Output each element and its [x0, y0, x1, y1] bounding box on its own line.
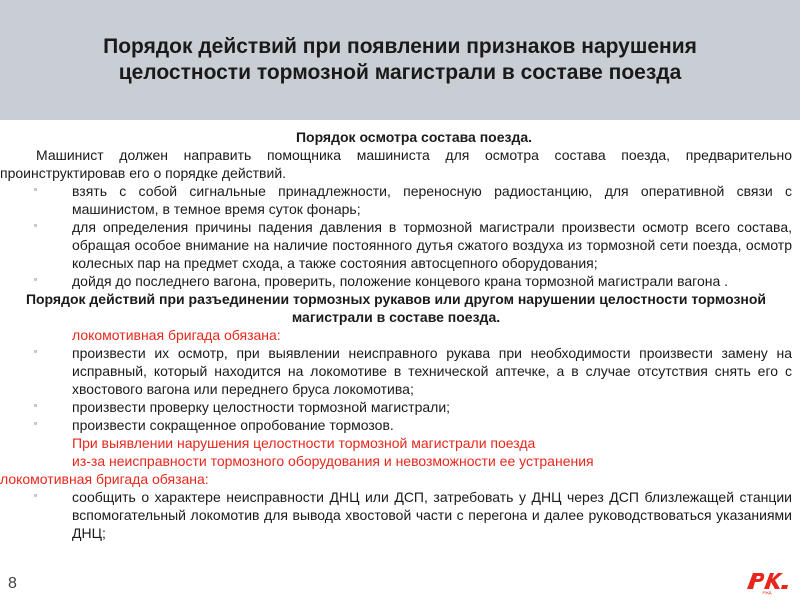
bullet-icon — [34, 224, 37, 227]
list-item — [36, 182, 792, 218]
red-note-indent: из-за неисправности тормозного оборудования и невозможности ее устранения — [72, 453, 594, 469]
bullet-icon — [34, 422, 37, 425]
list-item — [36, 344, 792, 398]
list-item-text: произвести проверку целостности тормозной магистрали; — [72, 399, 451, 415]
bullet-icon — [34, 404, 37, 407]
section1-intro: Машинист должен направить помощника машиниста для осмотра состава поезда, предварительно проинструктировав его о порядке действий. — [0, 147, 792, 181]
list-item — [36, 398, 792, 416]
list-item — [36, 218, 792, 272]
red-note-line-1: При выявлении нарушения целостности тормозной магистрали поезда — [72, 435, 536, 451]
list-item-text: для определения причины падения давления в тормозной магистрали произвести осмотр всего состава, обращая особое внимание на наличие постоянного дутья сжатого воздуха из тормозной сети поезда, осмотр колесных пар на предмет схода, а также состояния автосцепного оборудования; — [72, 219, 792, 271]
list-item — [36, 488, 792, 542]
slide-title — [20, 34, 780, 86]
crew-obliged-label: локомотивная бригада обязана: — [72, 327, 281, 343]
list-item — [36, 416, 792, 434]
red-note-rest: локомотивная бригада обязана: — [0, 471, 209, 487]
bullet-icon — [34, 494, 37, 497]
title-line-2: целостности тормозной магистрали в составе поезда — [118, 61, 682, 84]
section2-heading: Порядок действий при разъединении тормозных рукавов или другом нарушении целостности тормозной магистрали в составе поезда. — [25, 291, 767, 325]
section1-heading: Порядок осмотра состава поезда. — [295, 129, 533, 145]
bullet-icon — [34, 278, 37, 281]
rzd-logo-icon — [744, 567, 790, 595]
title-line-1: Порядок действий при появлении признаков нарушения — [103, 35, 697, 58]
list-item-text: произвести сокращенное опробование тормозов. — [72, 417, 394, 433]
red-note-line-2 — [0, 452, 792, 488]
page-number: 8 — [8, 575, 17, 592]
bullet-icon — [34, 350, 37, 353]
logo-text: РЖД — [762, 590, 772, 595]
slide-content — [0, 128, 792, 542]
list-item-text: сообщить о характере неисправности ДНЦ или ДСП, затребовать у ДНЦ через ДСП близлежащей станции вспомогательный локомотив для вывода хвостовой части с перегона и далее руководствоваться указаниями ДНЦ; — [72, 489, 792, 541]
list-item-text: взять с собой сигнальные принадлежности, переносную радиостанцию, для оперативной связи с машинистом, в темное время суток фонарь; — [72, 183, 792, 217]
list-item-text: дойдя до последнего вагона, проверить, положение концевого крана тормозной магистрали вагона . — [72, 273, 729, 289]
slide-header — [0, 0, 800, 120]
bullet-icon — [34, 188, 37, 191]
list-item-text: произвести их осмотр, при выявлении неисправного рукава при необходимости произвести замену на исправный, который находится на локомотиве в технической аптечке, а в случае отсутствия снять его с хвостового вагона или переднего бруса локомотива; — [72, 345, 792, 397]
list-item — [36, 272, 792, 290]
